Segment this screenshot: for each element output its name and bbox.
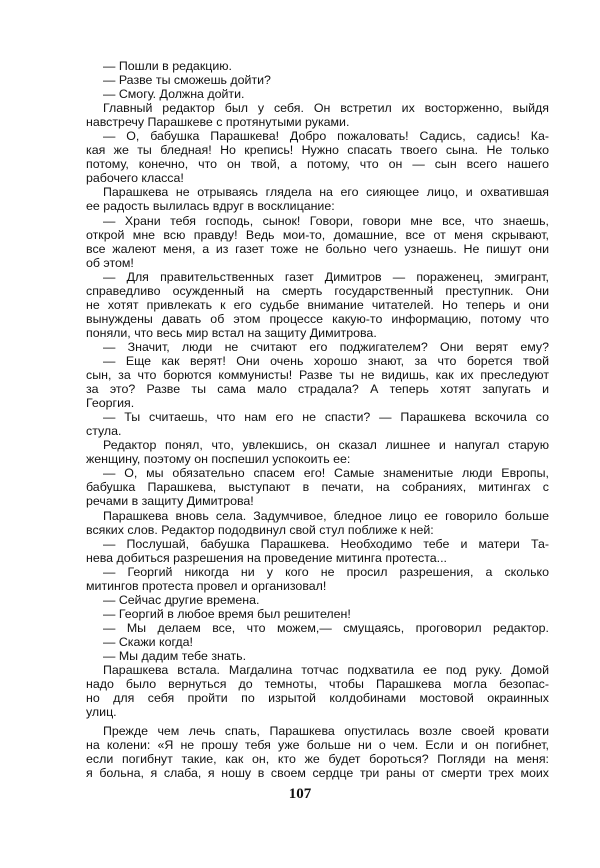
text-line: но для себя пройти по изрытой колдобинами мостовой окраинных bbox=[86, 691, 549, 706]
text-line: Редактор понял, что, увлекшись, он сказал лишнее и напугал старую bbox=[103, 438, 549, 453]
text-line: — Мы дадим тебе знать. bbox=[103, 648, 247, 663]
text-line: — Для правительственных газет Димитров — пораженец, эмигрант, bbox=[103, 269, 549, 284]
text-line: — Пошли в редакцию. bbox=[103, 59, 232, 73]
text-line: надо было вернуться до темноты, чтобы Парашкева могла безопас- bbox=[86, 677, 549, 692]
text-line: — Ты считаешь, что нам его не спасти? — Парашкева вскочила со bbox=[103, 410, 549, 425]
text-line: всяких слов. Редактор пододвинул свой стул поближе к ней: bbox=[86, 522, 434, 537]
text-line: потому, конечно, что он твой, а потому, что он — сын всего нашего bbox=[86, 157, 549, 172]
text-line: кая же ты бледная! Но крепись! Нужно спасать твоего сына. Не только bbox=[86, 143, 549, 158]
text-line: — О, бабушка Парашкева! Добро пожаловать! Садись, садись! Ка- bbox=[103, 129, 549, 144]
text-line: — Мы делаем все, что можем,— смущаясь, проговорил редактор. bbox=[103, 620, 549, 635]
text-line: стула. bbox=[86, 424, 122, 439]
text-line: — Георгий в любое время был решителен! bbox=[103, 606, 351, 621]
text-line: открой мне всю правду! Ведь мои-то, домашние, все от меня скрывают, bbox=[86, 227, 549, 242]
text-line: я больна, я слаба, я ношу в своем сердце три раны от смерти трех моих bbox=[86, 766, 549, 781]
text-line: рабочего класса! bbox=[86, 171, 184, 186]
text-line: за это? Разве ты сама мало страдала? А теперь хотят запугать и bbox=[86, 382, 549, 397]
text-line: справедливо осужденный на смерть государственный преступник. Они bbox=[86, 283, 549, 298]
text-line: Парашкева встала. Магдалина тотчас подхватила ее под руку. Домой bbox=[103, 663, 549, 678]
text-line: — О, мы обязательно спасем его! Самые знаменитые люди Европы, bbox=[103, 466, 549, 481]
text-line: — Еще как верят! Они очень хорошо знают, за что борется твой bbox=[103, 353, 549, 368]
text-line: женщину, поэтому он поспешил успокоить ее: bbox=[86, 452, 351, 467]
page-number: 107 bbox=[288, 786, 312, 802]
text-line: Георгия. bbox=[86, 396, 135, 411]
text-line: Главный редактор был у себя. Он встретил их восторженно, выйдя bbox=[103, 101, 549, 116]
text-line: митингов протеста провел и организовал! bbox=[86, 578, 327, 593]
text-line: речами в защиту Димитрова! bbox=[86, 494, 254, 509]
text-line: на колени: «Я не прошу тебя уже больше ни о чем. Если и он погибнет, bbox=[86, 738, 549, 753]
text-line: — Храни тебя господь, сынок! Говори, говори мне все, что знаешь, bbox=[103, 213, 549, 228]
text-line: — Разве ты сможешь дойти? bbox=[103, 73, 271, 88]
text-line: ее радость вылилась вдруг в восклицание: bbox=[86, 199, 335, 214]
text-line: вынуждены давать об этом процессе какую-то информацию, потому что bbox=[86, 311, 549, 326]
body-text bbox=[86, 59, 549, 780]
text-line: — Значит, люди не считают его поджигателем? Они верят ему? bbox=[103, 339, 549, 354]
text-line: сын, за что борются коммунисты! Разве ты не видишь, как их преследуют bbox=[86, 368, 549, 383]
text-line: Парашкева не отрываясь глядела на его сияющее лицо, и охватившая bbox=[103, 185, 549, 200]
text-line: бабушка Парашкева, выступают в печати, на собраниях, митингах с bbox=[86, 480, 549, 495]
text-line: Прежде чем лечь спать, Парашкева опустилась возле своей кровати bbox=[103, 724, 549, 739]
text-line: улиц. bbox=[86, 705, 117, 720]
text-line: — Георгий никогда ни у кого не просил разрешения, а сколько bbox=[103, 564, 549, 579]
text-line: — Сейчас другие времена. bbox=[103, 592, 260, 607]
text-line: если погибнут такие, как он, кто же будет бороться? Погляди на меня: bbox=[86, 752, 549, 767]
text-line: все жалеют меня, а из газет тоже не больно чего узнаешь. Не пишут они bbox=[86, 241, 549, 256]
text-line: об этом! bbox=[86, 255, 134, 270]
text-line: — Смогу. Должна дойти. bbox=[103, 87, 245, 102]
text-line: Парашкева вновь села. Задумчивое, бледное лицо ее говорило больше bbox=[103, 508, 549, 523]
text-line: — Послушай, бабушка Парашкева. Необходимо тебе и матери Та- bbox=[103, 536, 549, 551]
text-line: поняли, что весь мир встал на защиту Димитрова. bbox=[86, 325, 377, 340]
text-line: не хотят привлекать к его судьбе внимание читателей. Но теперь и они bbox=[86, 297, 549, 312]
text-line: нева добиться разрешения на проведение митинга протеста... bbox=[86, 550, 447, 565]
text-line: — Скажи когда! bbox=[103, 634, 193, 649]
text-line: навстречу Парашкеве с протянутыми руками. bbox=[86, 115, 350, 130]
